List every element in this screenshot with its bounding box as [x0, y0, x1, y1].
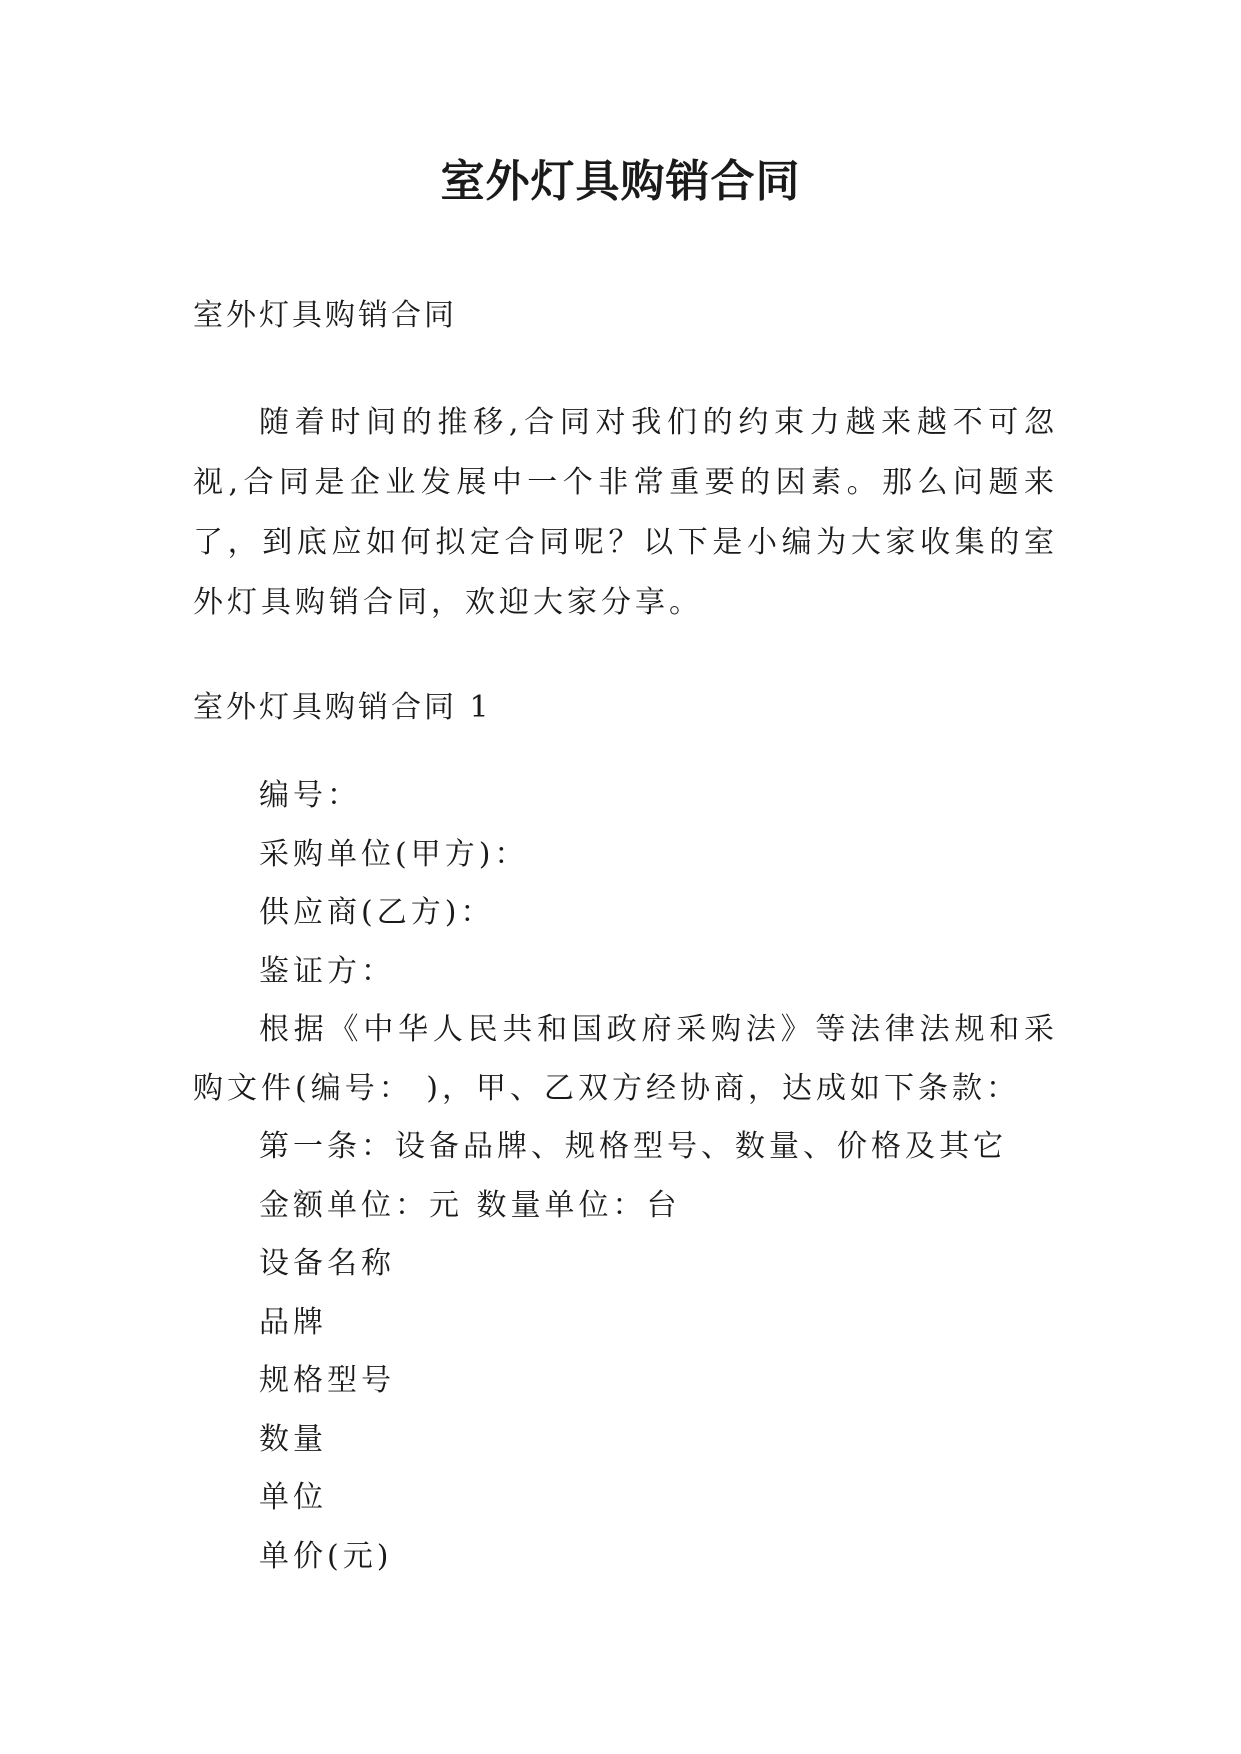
- field-unit: 单位: [259, 1480, 327, 1515]
- field-equipment-name: 设备名称: [259, 1246, 395, 1281]
- supplier-label: 供应商(乙方)：: [259, 895, 495, 930]
- field-unit-price: 单价(元): [259, 1538, 393, 1574]
- units-note: 金额单位：元 数量单位：台: [259, 1187, 681, 1223]
- document-title: 室外灯具购销合同: [440, 156, 801, 207]
- field-quantity: 数量: [259, 1421, 327, 1457]
- field-model: 规格型号: [259, 1363, 395, 1398]
- agreement-basis-paragraph: 根据《中华人民共和国政府采购法》等法律法规和采购文件(编号： )，甲、乙双方经协商，达成如下条款：: [193, 1012, 1058, 1106]
- document-subtitle: 室外灯具购销合同: [193, 298, 457, 333]
- document-body: [193, 287, 1058, 1586]
- intro-paragraph: 随着时间的推移,合同对我们的约束力越来越不可忽视,合同是企业发展中一个非常重要的因素。那么问题来了，到底应如何拟定合同呢？以下是小编为大家收集的室外灯具购销合同，欢迎大家分享。: [193, 405, 1058, 620]
- contract-lines: [193, 767, 1058, 1586]
- section-heading: 室外灯具购销合同 1: [193, 690, 492, 725]
- purchaser-label: 采购单位(甲方)：: [259, 836, 529, 872]
- contract-number-label: 编号：: [259, 778, 361, 813]
- article-one-heading: 第一条：设备品牌、规格型号、数量、价格及其它: [259, 1129, 1007, 1164]
- witness-label: 鉴证方：: [259, 953, 395, 989]
- field-brand: 品牌: [259, 1304, 327, 1340]
